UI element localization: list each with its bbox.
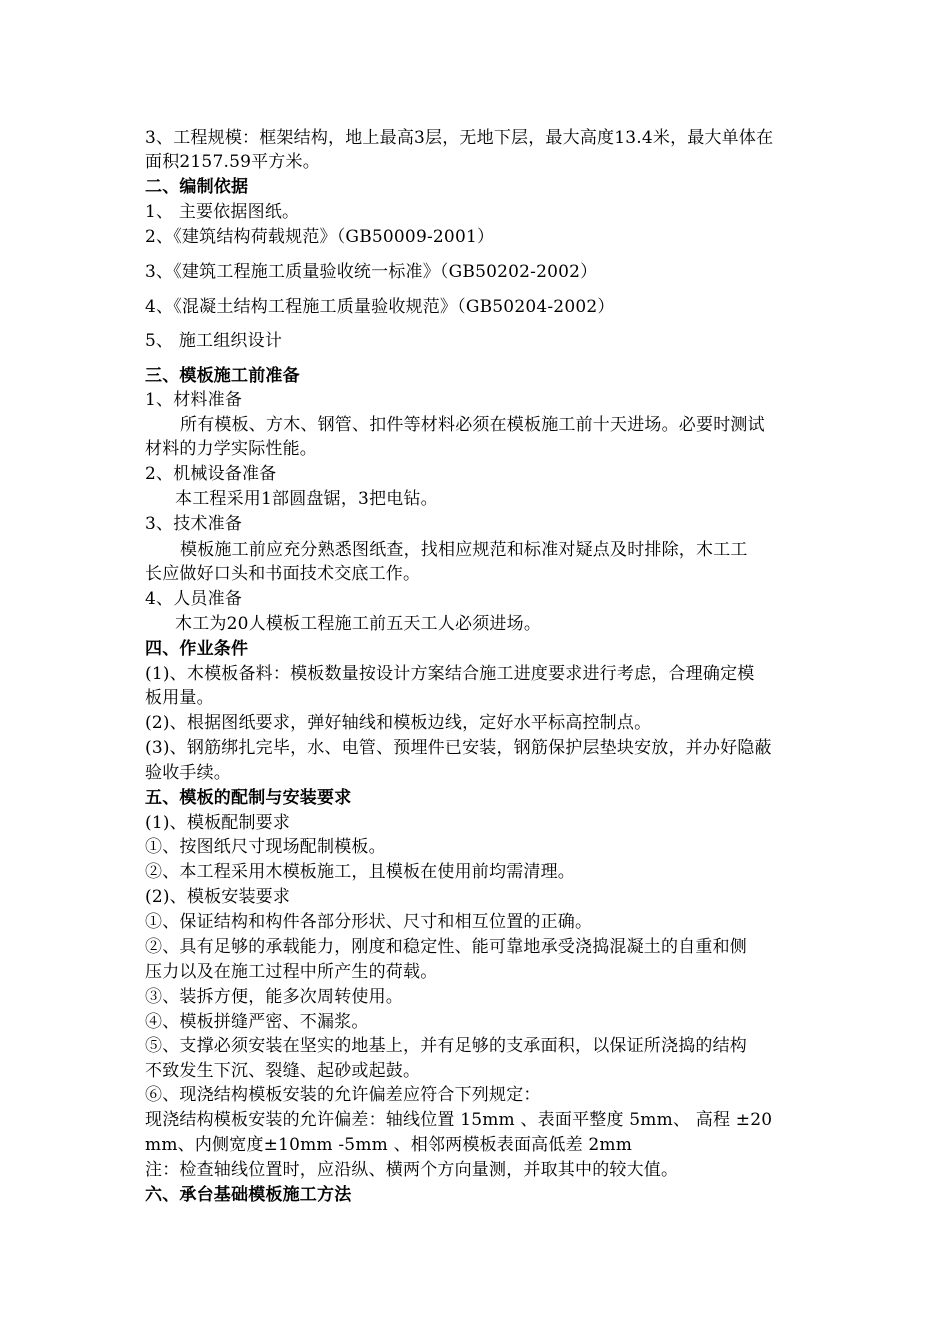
text-line: 3、工程规模：框架结构，地上最高3层，无地下层，最大高度13.4米，最大单体在 <box>145 128 774 148</box>
text-line: 板用量。 <box>145 688 214 708</box>
text-line: 1、材料准备 <box>145 390 243 410</box>
text-line: 验收手续。 <box>145 763 231 783</box>
text-line: 3、《建筑工程施工质量验收统一标准》（GB50202-2002） <box>145 262 598 282</box>
text-line: 2、机械设备准备 <box>145 464 277 484</box>
text-line: ①、按图纸尺寸现场配制模板。 <box>145 837 386 857</box>
text-line: ④、模板拼缝严密、不漏浆。 <box>145 1012 369 1032</box>
text-line: ⑤、支撑必须安装在坚实的地基上，并有足够的支承面积，以保证所浇捣的结构 <box>145 1036 747 1056</box>
text-line: 注：检查轴线位置时，应沿纵、横两个方向量测，并取其中的较大值。 <box>145 1160 679 1180</box>
text-line: (2)、根据图纸要求，弹好轴线和模板边线，定好水平标高控制点。 <box>145 713 652 733</box>
text-line: 1、 主要依据图纸。 <box>145 202 300 222</box>
text-line: 模板施工前应充分熟悉图纸查，找相应规范和标准对疑点及时排除，木工工 <box>180 540 748 560</box>
text-line: 压力以及在施工过程中所产生的荷载。 <box>145 962 438 982</box>
text-line: mm、内侧宽度±10mm -5mm 、相邻两模板表面高低差 2mm <box>145 1135 633 1155</box>
text-line: 3、技术准备 <box>145 514 243 534</box>
text-line: 4、人员准备 <box>145 589 243 609</box>
text-line: ②、本工程采用木模板施工，且模板在使用前均需清理。 <box>145 862 575 882</box>
text-line: 长应做好口头和书面技术交底工作。 <box>145 564 421 584</box>
text-line: (1)、木模板备料：模板数量按设计方案结合施工进度要求进行考虑，合理确定模 <box>145 664 755 684</box>
section-heading: 三、模板施工前准备 <box>145 366 300 386</box>
section-heading: 五、模板的配制与安装要求 <box>145 788 352 808</box>
text-line: 2、《建筑结构荷载规范》（GB50009-2001） <box>145 227 495 247</box>
text-line: 所有模板、方木、钢管、扣件等材料必须在模板施工前十天进场。必要时测试 <box>180 415 765 435</box>
text-line: 面积2157.59平方米。 <box>145 152 320 172</box>
text-line: 本工程采用1部圆盘锯，3把电钻。 <box>175 489 438 509</box>
text-line: 木工为20人模板工程施工前五天工人必须进场。 <box>175 614 542 634</box>
text-line: 材料的力学实际性能。 <box>145 439 317 459</box>
text-line: 5、 施工组织设计 <box>145 331 283 351</box>
text-line: 4、《混凝土结构工程施工质量验收规范》（GB50204-2002） <box>145 297 615 317</box>
text-line: ③、装拆方便，能多次周转使用。 <box>145 987 403 1007</box>
text-line: (2)、模板安装要求 <box>145 887 291 907</box>
text-line: 现浇结构模板安装的允许偏差：轴线位置 15mm 、表面平整度 5mm、 高程 ±20 <box>145 1110 773 1130</box>
text-line: ①、保证结构和构件各部分形状、尺寸和相互位置的正确。 <box>145 912 593 932</box>
text-line: ⑥、现浇结构模板安装的允许偏差应符合下列规定： <box>145 1085 541 1105</box>
text-line: (1)、模板配制要求 <box>145 813 291 833</box>
text-line: ②、具有足够的承载能力，刚度和稳定性、能可靠地承受浇捣混凝土的自重和侧 <box>145 937 747 957</box>
text-line: (3)、钢筋绑扎完毕，水、电管、预埋件已安装，钢筋保护层垫块安放，并办好隐蔽 <box>145 738 772 758</box>
section-heading: 四、作业条件 <box>145 639 249 659</box>
section-heading: 二、编制依据 <box>145 177 249 197</box>
text-line: 不致发生下沉、裂缝、起砂或起鼓。 <box>145 1061 421 1081</box>
section-heading: 六、承台基础模板施工方法 <box>145 1185 352 1205</box>
